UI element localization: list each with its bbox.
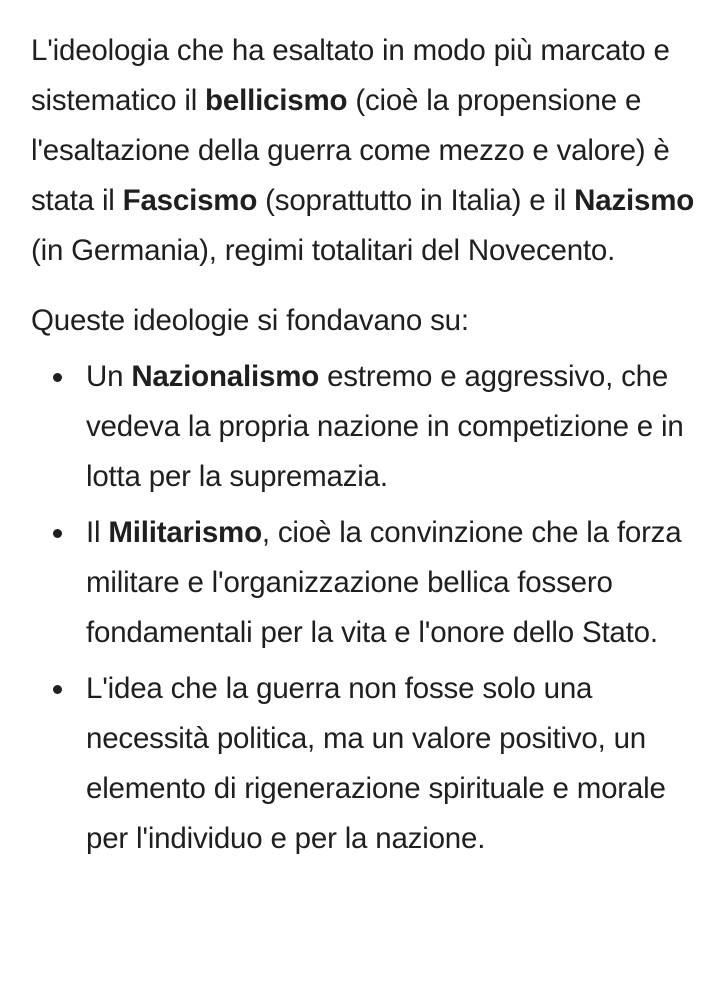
intro-text-3: (soprattutto in Italia) e il	[257, 184, 575, 217]
intro-text-4: (in Germania), regimi totalitari del Novecento.	[31, 234, 616, 267]
response-body	[31, 26, 711, 864]
list-item	[31, 664, 711, 864]
term-nazionalismo: Nazionalismo	[131, 360, 320, 393]
bullet-icon	[53, 373, 62, 382]
term-fascismo: Fascismo	[122, 184, 258, 217]
list-item	[31, 508, 711, 658]
intro-text-2: (cioè la propensione e l'esaltazione della guerra come mezzo e valore) è stata il	[31, 84, 670, 217]
intro-paragraph	[31, 26, 711, 276]
list-item	[31, 352, 711, 502]
bullet-icon	[53, 529, 62, 538]
intro-text-1: L'ideologia che ha esaltato in modo più marcato e sistematico il	[31, 34, 670, 117]
lead-paragraph: Queste ideologie si fondavano su:	[31, 304, 469, 337]
bullet-icon	[53, 685, 62, 694]
bullet-list	[31, 352, 711, 864]
bullet-text-post: estremo e aggressivo, che vedeva la propria nazione in competizione e in lotta per la supremazia.	[86, 360, 684, 493]
term-nazismo: Nazismo	[574, 184, 695, 217]
term-bellicismo: bellicismo	[205, 84, 348, 117]
term-militarismo: Militarismo	[108, 516, 262, 549]
bullet-text-pre: Un	[86, 360, 132, 393]
bullet-text-pre: Il	[86, 516, 109, 549]
bullet-text: L'idea che la guerra non fosse solo una necessità politica, ma un valore positivo, un elemento di rigenerazione spirituale e morale per l'individuo e per la nazione.	[86, 672, 666, 855]
bullet-text-post: , cioè la convinzione che la forza militare e l'organizzazione bellica fossero fondamentali per la vita e l'onore dello Stato.	[86, 516, 682, 649]
